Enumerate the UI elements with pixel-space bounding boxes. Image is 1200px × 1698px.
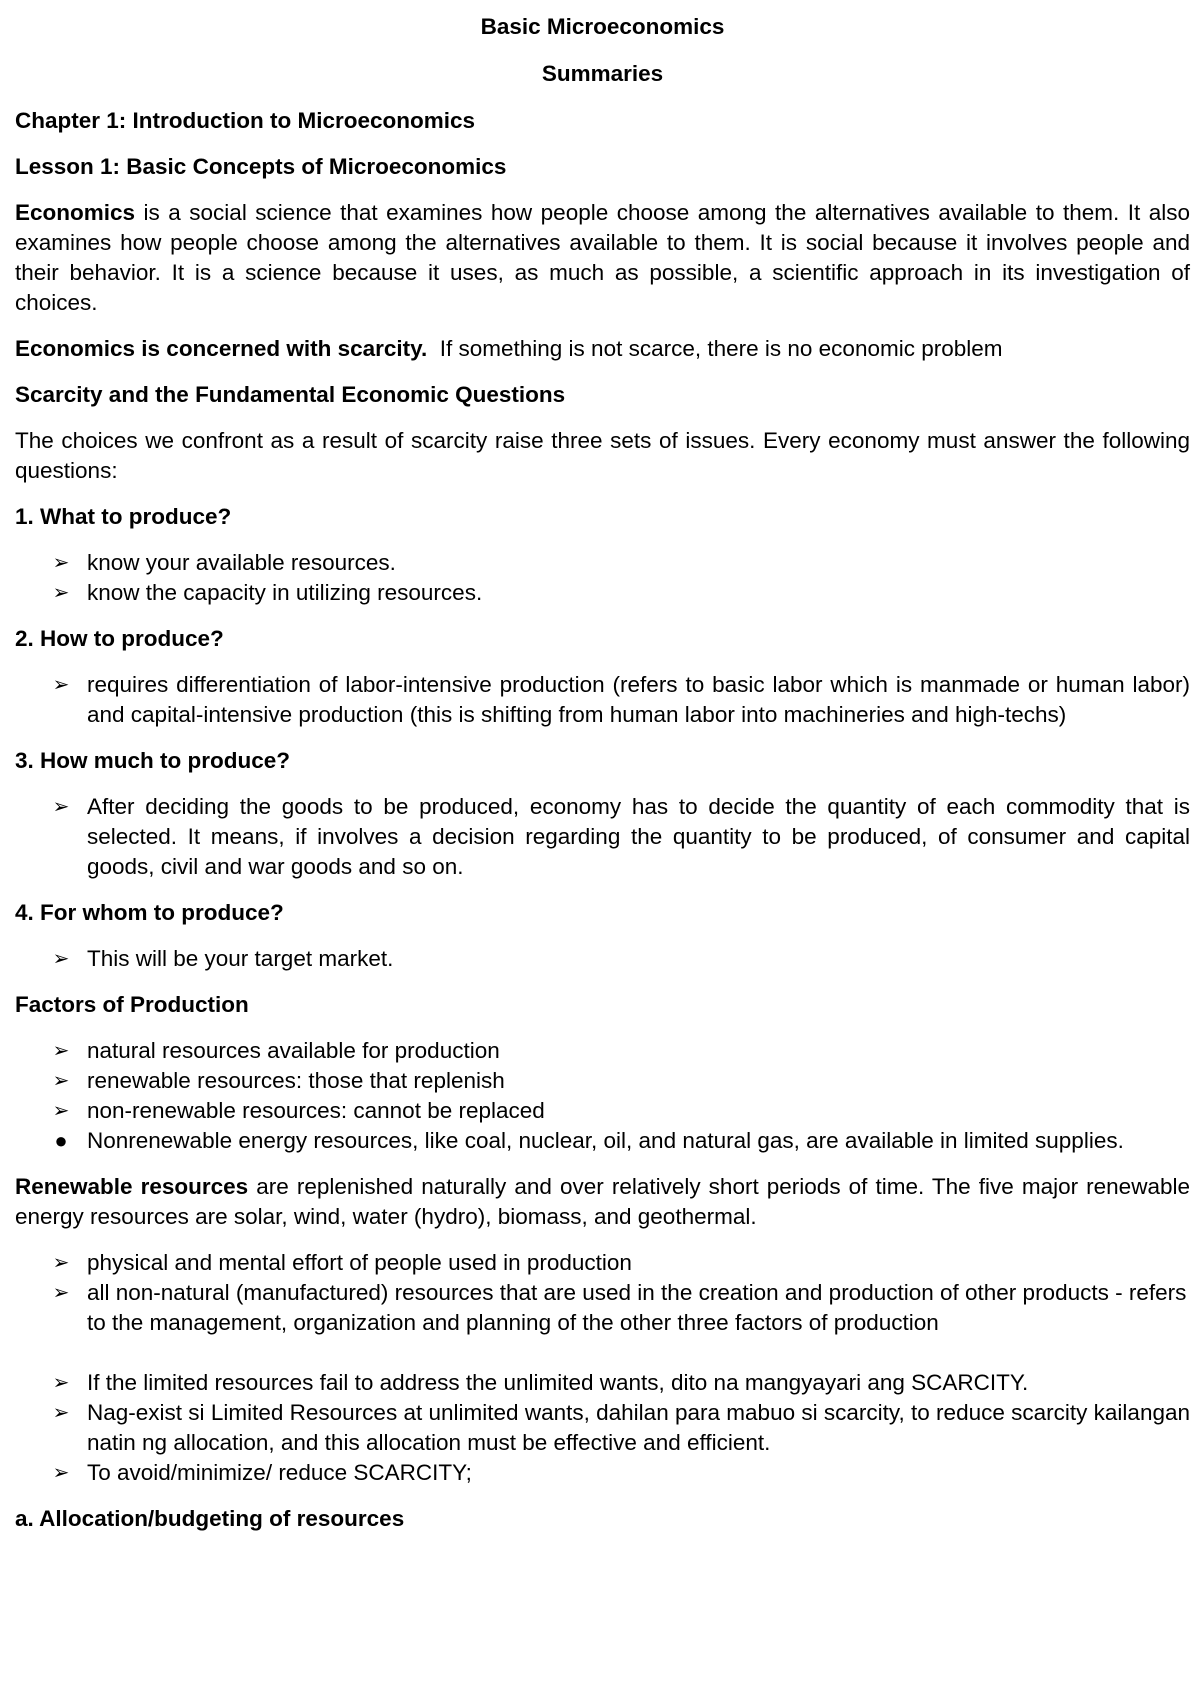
list-item-text: After deciding the goods to be produced, economy has to decide the quantity of each commodity that is selected. It means, if involves a decision regarding the quantity to be produced, of consumer and capital goods, civil and war goods and so on.: [87, 794, 1190, 879]
scarcity-lead: Economics is concerned with scarcity.: [15, 336, 428, 361]
list-item-text: Nonrenewable energy resources, like coal, nuclear, oil, and natural gas, are available in limited supplies.: [87, 1128, 1124, 1153]
arrow-bullet-icon: ➢: [52, 948, 70, 970]
list-item-text: know the capacity in utilizing resources.: [87, 580, 483, 605]
arrow-bullet-icon: ➢: [52, 1372, 70, 1394]
list-item: [15, 1398, 1190, 1458]
list-item-text: renewable resources: those that replenish: [87, 1068, 505, 1093]
arrow-bullet-icon: ➢: [52, 582, 70, 604]
blank-line: [15, 1338, 1190, 1368]
fundamental-questions-intro: The choices we confront as a result of scarcity raise three sets of issues. Every economy must answer the following questions:: [15, 428, 1190, 483]
list-item: [15, 1036, 1190, 1066]
renewable-paragraph: [15, 1172, 1190, 1232]
list-item-text: This will be your target market.: [87, 946, 394, 971]
scarcity-paragraph: [15, 334, 1190, 364]
list-item: [15, 578, 1190, 608]
allocation-heading: a. Allocation/budgeting of resources: [15, 1506, 405, 1531]
document-page: [15, 12, 1190, 1550]
question-what-list: [15, 548, 1190, 608]
list-item: [15, 1248, 1190, 1278]
list-item: [15, 548, 1190, 578]
chapter-heading: Chapter 1: Introduction to Microeconomics: [15, 108, 476, 133]
labor-list: [15, 1248, 1190, 1338]
list-item: [15, 1458, 1190, 1488]
dot-bullet-icon: ●: [54, 1128, 68, 1153]
arrow-bullet-icon: ➢: [52, 1282, 70, 1304]
renewable-definition: are replenished naturally and over relatively short periods of time. The five major renewable energy resources are solar, wind, water (hydro), biomass, and geothermal.: [15, 1174, 1190, 1229]
arrow-bullet-icon: ➢: [52, 1040, 70, 1062]
list-item: [15, 1066, 1190, 1096]
question-for-whom-list: [15, 944, 1190, 974]
arrow-bullet-icon: ➢: [52, 1100, 70, 1122]
question-how-much-heading: 3. How much to produce?: [15, 748, 291, 773]
question-how-list: [15, 670, 1190, 730]
factors-list: [15, 1036, 1190, 1156]
list-item-text: physical and mental effort of people used in production: [87, 1250, 632, 1275]
arrow-bullet-icon: ➢: [52, 796, 70, 818]
economics-term: Economics: [15, 200, 136, 225]
scarcity-list: [15, 1368, 1190, 1488]
list-item-text: requires differentiation of labor-intensive production (refers to basic labor which is manmade or human labor) and capital-intensive production (this is shifting from human labor into machineries and high-techs): [87, 672, 1190, 727]
fundamental-questions-heading: Scarcity and the Fundamental Economic Questions: [15, 382, 566, 407]
list-item: [15, 1126, 1190, 1156]
list-item-text: all non-natural (manufactured) resources that are used in the creation and production of other products - refers to the management, organization and planning of the other three factors of production: [87, 1280, 1187, 1335]
arrow-bullet-icon: ➢: [52, 1402, 70, 1424]
arrow-bullet-icon: ➢: [52, 1462, 70, 1484]
list-item-text: If the limited resources fail to address the unlimited wants, dito na mangyayari ang SCARCITY.: [87, 1370, 1029, 1395]
question-how-much-list: [15, 792, 1190, 882]
list-item: [15, 1096, 1190, 1126]
arrow-bullet-icon: ➢: [52, 674, 70, 696]
question-what-heading: 1. What to produce?: [15, 504, 232, 529]
list-item: [15, 944, 1190, 974]
arrow-bullet-icon: ➢: [52, 1070, 70, 1092]
scarcity-text: If something is not scarce, there is no economic problem: [427, 336, 1003, 361]
renewable-term: Renewable resources: [15, 1174, 249, 1199]
document-title: Basic Microeconomics: [480, 14, 725, 39]
lesson-heading: Lesson 1: Basic Concepts of Microeconomics: [15, 154, 507, 179]
list-item-text: natural resources available for production: [87, 1038, 500, 1063]
arrow-bullet-icon: ➢: [52, 552, 70, 574]
list-item-text: Nag-exist si Limited Resources at unlimited wants, dahilan para mabuo si scarcity, to reduce scarcity kailangan natin ng allocation, and this allocation must be effective and efficient.: [87, 1400, 1190, 1455]
list-item: [15, 1368, 1190, 1398]
economics-paragraph: [15, 198, 1190, 318]
document-subtitle: Summaries: [541, 61, 664, 86]
arrow-bullet-icon: ➢: [52, 1252, 70, 1274]
list-item: [15, 670, 1190, 730]
list-item-text: non-renewable resources: cannot be replaced: [87, 1098, 545, 1123]
list-item-text: To avoid/minimize/ reduce SCARCITY;: [87, 1460, 472, 1485]
question-how-heading: 2. How to produce?: [15, 626, 224, 651]
question-for-whom-heading: 4. For whom to produce?: [15, 900, 284, 925]
list-item: [15, 1278, 1190, 1338]
list-item: [15, 792, 1190, 882]
list-item-text: know your available resources.: [87, 550, 396, 575]
factors-heading: Factors of Production: [15, 992, 249, 1017]
economics-definition: is a social science that examines how people choose among the alternatives available to them. It also examines how people choose among the alternatives available to them. It is social because it involves people and their behavior. It is a science because it uses, as much as possible, a scientific approach in its investigation of choices.: [15, 200, 1190, 315]
